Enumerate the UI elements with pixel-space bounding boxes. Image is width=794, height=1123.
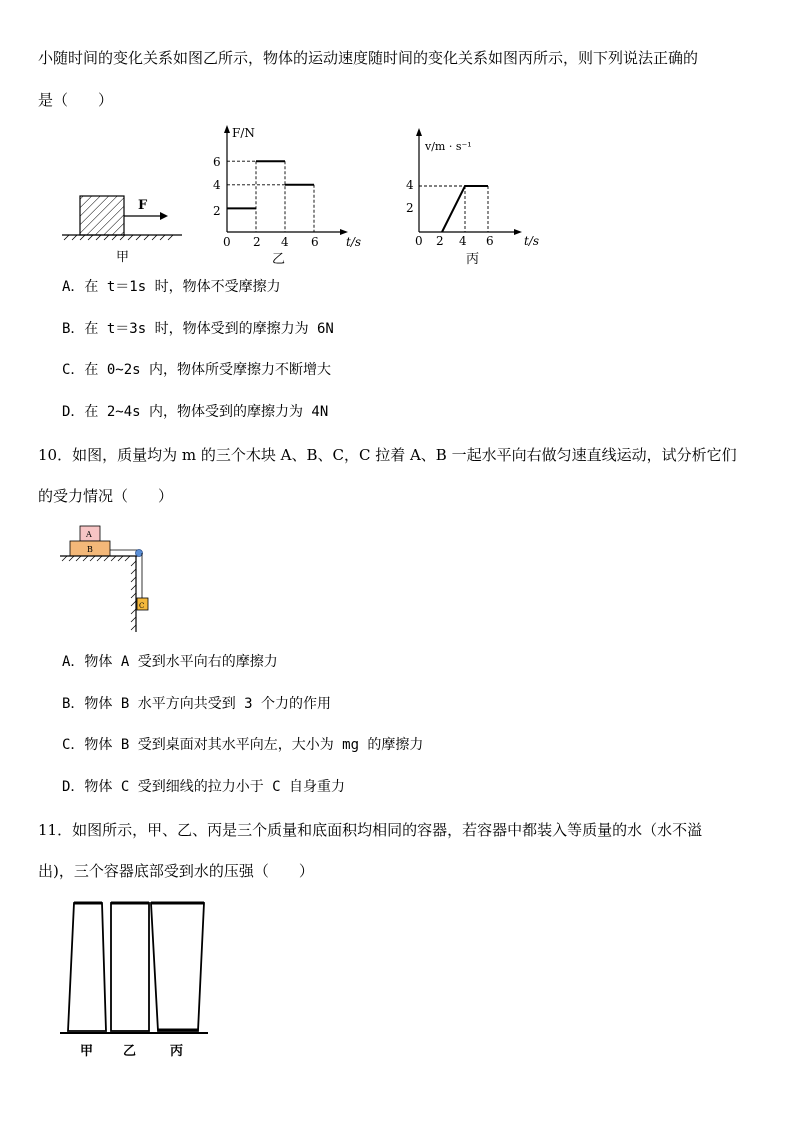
block-c-label: C [139, 602, 145, 610]
y-tick-4: 4 [213, 178, 221, 192]
q11-stem-line1: 11．如图所示，甲、乙、丙是三个质量和底面积均相同的容器，若容器中都装入等质量的水（水不溢 [38, 821, 703, 839]
y-axis-arrow [416, 128, 422, 136]
x-tick-0: 0 [223, 235, 231, 249]
caption-jia: 甲 [80, 1044, 94, 1059]
force-arrow-head [160, 212, 168, 220]
table-hatch [62, 556, 136, 630]
ground-hatch [64, 235, 173, 240]
chart-bing [400, 125, 550, 270]
q9-option-d[interactable]: D．在 2~4s 内，物体受到的摩擦力为 4N [62, 404, 329, 420]
container-bing [151, 903, 204, 1031]
q10-option-d[interactable]: D．物体 C 受到细线的拉力小于 C 自身重力 [62, 779, 345, 795]
y-axis-arrow [224, 125, 230, 133]
q9-option-b[interactable]: B．在 t＝3s 时，物体受到的摩擦力为 6N [62, 321, 334, 337]
y-axis-label: F/N [232, 126, 255, 140]
y-tick-2: 2 [406, 201, 414, 215]
block [80, 196, 124, 235]
chart-yi [205, 120, 370, 270]
q11-stem-line2: 出)，三个容器底部受到水的压强（ ） [38, 862, 314, 880]
caption-yi: 乙 [272, 252, 286, 267]
q9-stem-line1: 小随时间的变化关系如图乙所示，物体的运动速度随时间的变化关系如图丙所示，则下列说法正确的 [38, 49, 699, 67]
q10-stem-line2: 的受力情况（ ） [38, 487, 174, 505]
x-tick-2: 2 [253, 235, 261, 249]
x-axis-label: t/s [524, 234, 540, 248]
q10-option-b[interactable]: B．物体 B 水平方向共受到 3 个力的作用 [62, 696, 332, 712]
x-tick-6: 6 [486, 234, 494, 248]
x-tick-4: 4 [281, 235, 289, 249]
container-yi [111, 903, 149, 1031]
q9-option-a[interactable]: A．在 t＝1s 时，物体不受摩擦力 [62, 279, 281, 295]
x-axis-arrow [514, 229, 522, 235]
x-tick-4: 4 [459, 234, 467, 248]
y-tick-4: 4 [406, 178, 414, 192]
figure-q11 [60, 895, 215, 1065]
figure-jia [60, 185, 185, 270]
y-axis-label: v/m · s⁻¹ [425, 140, 472, 153]
y-tick-6: 6 [213, 155, 221, 169]
pulley [136, 550, 143, 557]
block-b-label: B [87, 545, 93, 554]
caption-yi: 乙 [123, 1044, 137, 1059]
q9-stem-line2: 是（ ） [38, 91, 114, 109]
q10-option-a[interactable]: A．物体 A 受到水平向右的摩擦力 [62, 654, 278, 670]
x-tick-6: 6 [311, 235, 319, 249]
container-jia [68, 903, 106, 1031]
q10-stem-line1: 10．如图，质量均为 m 的三个木块 A、B、C，C 拉着 A、B 一起水平向右做匀速直线运动，试分析它们 [38, 446, 737, 464]
x-tick-2: 2 [436, 234, 444, 248]
y-tick-2: 2 [213, 204, 221, 218]
caption-bing: 丙 [466, 252, 480, 267]
q9-option-c[interactable]: C．在 0~2s 内，物体所受摩擦力不断增大 [62, 362, 332, 378]
x-axis-label: t/s [346, 235, 362, 249]
block-a-label: A [86, 530, 92, 539]
figure-q10 [58, 522, 158, 637]
force-label: F [138, 198, 148, 213]
x-tick-0: 0 [415, 234, 423, 248]
caption-jia: 甲 [116, 250, 130, 265]
q10-option-c[interactable]: C．物体 B 受到桌面对其水平向左，大小为 mg 的摩擦力 [62, 737, 424, 753]
caption-bing: 丙 [170, 1044, 184, 1059]
